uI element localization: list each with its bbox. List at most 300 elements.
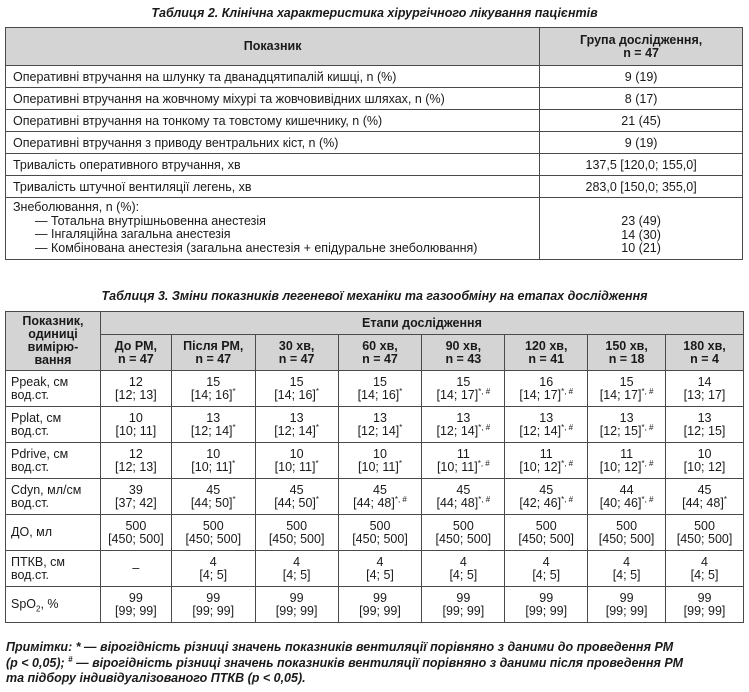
cell-median: 4 xyxy=(376,554,384,569)
table3-header-row-1 xyxy=(6,312,744,335)
significance-marker: * xyxy=(232,458,236,468)
cell-median: 4 xyxy=(542,554,550,569)
significance-marker: * xyxy=(232,494,236,504)
cell-range: [450; 500] xyxy=(108,531,164,546)
table-cell xyxy=(171,515,255,551)
row-label-part: SpO xyxy=(11,597,37,611)
cell-median: 13 xyxy=(539,410,554,425)
cell-median: 11 xyxy=(539,446,553,461)
cell-median: 13 xyxy=(619,410,634,425)
table-cell xyxy=(422,479,505,515)
table-cell xyxy=(422,515,505,551)
table-cell xyxy=(255,407,338,443)
table-cell xyxy=(588,587,666,623)
row-label: Оперативні втручання на тонкому та товстому кишечнику, n (%) xyxy=(6,110,540,132)
stage-n: n = 18 xyxy=(608,351,645,366)
cell-median: 10 xyxy=(697,446,712,461)
table-cell xyxy=(422,443,505,479)
cell-range-line xyxy=(505,569,587,582)
cell-median: 15 xyxy=(456,374,471,389)
stage-header xyxy=(255,335,338,371)
cell-range-line xyxy=(101,425,171,438)
significance-marker: *, # xyxy=(641,494,654,504)
table-cell xyxy=(588,371,666,407)
row-label-line xyxy=(11,597,100,614)
cell-range-line xyxy=(505,533,587,546)
table-cell xyxy=(255,443,338,479)
cell-median: 500 xyxy=(535,518,557,533)
table2-header-indicator: Показник xyxy=(6,28,540,66)
cell-range: [450; 500] xyxy=(598,531,655,546)
table-row xyxy=(6,176,743,198)
significance-marker: *, # xyxy=(561,494,574,504)
cell-range-line xyxy=(505,386,587,402)
row-label: Тривалість штучної вентиляції легень, хв xyxy=(6,176,540,198)
cell-median: 39 xyxy=(128,482,143,497)
cell-range-line xyxy=(505,605,587,618)
row-label-line: Pdrive, см xyxy=(11,446,69,461)
table-cell xyxy=(505,371,588,407)
row-label xyxy=(6,371,101,407)
significance-marker: *, # xyxy=(561,422,574,432)
table-cell xyxy=(100,587,171,623)
table3-header-indicator-line: вання xyxy=(34,353,72,367)
table2-header-row xyxy=(6,28,743,66)
stage-n: n = 47 xyxy=(195,351,232,366)
cell-median: 12 xyxy=(128,446,143,461)
stage-header xyxy=(100,335,171,371)
stage-header xyxy=(505,335,588,371)
significance-marker: *, # xyxy=(641,422,654,432)
cell-median: 45 xyxy=(456,482,471,497)
cell-range: [450; 500] xyxy=(676,531,733,546)
cell-range: [10; 12] xyxy=(519,459,562,474)
cell-range-line xyxy=(101,461,171,474)
cell-range-line xyxy=(588,422,665,438)
table-cell xyxy=(666,407,744,443)
table-cell xyxy=(505,443,588,479)
table-row xyxy=(6,88,743,110)
significance-marker: *, # xyxy=(394,494,407,504)
cell-range: [99; 99] xyxy=(359,603,401,618)
cell-range-line xyxy=(172,422,255,438)
cell-range: [14; 17] xyxy=(519,387,562,402)
stage-n: n = 47 xyxy=(362,351,398,366)
stage-name: До РМ, xyxy=(114,338,157,353)
cell-median: 45 xyxy=(206,482,221,497)
cell-range: [99; 99] xyxy=(605,603,648,618)
significance-marker: *, # xyxy=(478,422,491,432)
anesthesia-item-value: 23 (49) xyxy=(621,214,661,228)
cell-range-line xyxy=(505,458,587,474)
stage-header xyxy=(588,335,666,371)
row-label xyxy=(6,515,101,551)
row-value: 283,0 [150,0; 355,0] xyxy=(540,176,743,198)
row-label-line: вод.ст. xyxy=(11,387,50,402)
row-label-line: вод.ст. xyxy=(11,423,50,438)
table-cell xyxy=(171,407,255,443)
cell-range-line xyxy=(422,458,504,474)
cell-range: [99; 99] xyxy=(525,603,568,618)
table-cell xyxy=(666,515,744,551)
table2-caption: Таблиця 2. Клінічна характеристика хірургічного лікування пацієнтів xyxy=(151,6,598,20)
row-value: 21 (45) xyxy=(540,110,743,132)
table-cell xyxy=(255,371,338,407)
notes-line-2-start: (р < 0,05); xyxy=(6,655,69,670)
cell-range: [12; 14] xyxy=(519,423,562,438)
cell-range: [10; 11] xyxy=(436,459,478,474)
cell-range-line xyxy=(339,605,422,618)
anesthesia-title: Знеболювання, n (%): xyxy=(13,200,140,214)
table3-header-indicator-line: вимірю- xyxy=(27,340,79,354)
cell-range-line xyxy=(256,458,338,474)
table-cell xyxy=(100,443,171,479)
cell-median: 15 xyxy=(289,374,304,389)
cell-range: [4; 5] xyxy=(282,567,311,582)
table-cell xyxy=(666,371,744,407)
row-value: 137,5 [120,0; 155,0] xyxy=(540,154,743,176)
table-row xyxy=(6,110,743,132)
cell-median: 45 xyxy=(373,482,387,497)
cell-range-line xyxy=(256,494,338,510)
cell-median: 4 xyxy=(701,554,708,569)
stage-name: 180 хв, xyxy=(683,338,726,353)
table-row xyxy=(6,587,744,623)
significance-marker: * xyxy=(398,458,402,468)
significance-marker: *, # xyxy=(641,386,654,396)
cell-range-line xyxy=(588,458,665,474)
significance-marker: *, # xyxy=(641,458,654,468)
cell-range-line xyxy=(101,605,171,618)
anesthesia-values xyxy=(540,198,743,260)
stage-name: 120 хв, xyxy=(525,338,568,353)
cell-range-line xyxy=(666,389,743,402)
stage-header xyxy=(338,335,422,371)
cell-median: 15 xyxy=(206,374,221,389)
stage-n: n = 4 xyxy=(690,351,719,366)
significance-marker: *, # xyxy=(561,458,574,468)
cell-range: [450; 500] xyxy=(435,531,492,546)
cell-median: 13 xyxy=(206,410,221,425)
cell-median: 99 xyxy=(128,590,143,605)
table-cell xyxy=(171,371,255,407)
table-row xyxy=(6,551,744,587)
cell-range-line xyxy=(666,533,743,546)
cell-median: 500 xyxy=(369,518,391,533)
significance-marker: * xyxy=(315,422,320,432)
significance-marker: *, # xyxy=(478,386,491,396)
stage-name: 150 хв, xyxy=(605,338,648,353)
significance-marker: *, # xyxy=(477,458,490,468)
cell-range: [12; 14] xyxy=(436,423,479,438)
cell-median: 99 xyxy=(697,590,712,605)
notes-line-1: Примітки: * — вірогідність різниці значень показників вентиляції порівняно з даними до проведення РМ xyxy=(6,640,674,654)
cell-median: 4 xyxy=(623,554,631,569)
cell-range: [4; 5] xyxy=(690,567,719,582)
cell-range: [10; 11] xyxy=(115,423,157,438)
stage-name: 60 хв, xyxy=(362,338,398,353)
cell-median: 10 xyxy=(206,446,221,461)
cell-range: [450; 500] xyxy=(268,531,325,546)
table-cell xyxy=(255,515,338,551)
cell-range-line xyxy=(666,569,743,582)
table-row xyxy=(6,154,743,176)
row-label-line: вод.ст. xyxy=(11,459,50,474)
table-cell xyxy=(338,443,422,479)
row-value: 9 (19) xyxy=(540,132,743,154)
cell-range: [10; 12] xyxy=(599,459,642,474)
cell-range-line xyxy=(339,533,422,546)
cell-median: 99 xyxy=(619,590,634,605)
cell-range-line xyxy=(422,494,504,510)
row-label xyxy=(6,443,101,479)
cell-median: 500 xyxy=(286,518,308,533)
cell-median: 14 xyxy=(697,374,712,389)
cell-median: 10 xyxy=(373,446,387,461)
cell-median: 500 xyxy=(694,518,715,533)
cell-median: 15 xyxy=(373,374,387,389)
table-row xyxy=(6,407,744,443)
table-cell xyxy=(505,479,588,515)
cell-median: 15 xyxy=(619,374,634,389)
significance-marker: * xyxy=(315,386,320,396)
cell-range-line xyxy=(256,422,338,438)
cell-range-line xyxy=(172,386,255,402)
cell-range-line xyxy=(666,425,743,438)
cell-median: 4 xyxy=(293,554,301,569)
cell-range: [4; 5] xyxy=(199,567,228,582)
cell-median: 500 xyxy=(202,518,224,533)
cell-median: 4 xyxy=(459,554,467,569)
cell-median: 45 xyxy=(697,482,712,497)
table2-header-group-title: Група дослідження, xyxy=(579,32,703,47)
stage-name: Після РМ, xyxy=(183,338,244,353)
table3-lung-mechanics xyxy=(5,311,744,623)
row-label: Тривалість оперативного втручання, хв xyxy=(6,154,540,176)
cell-range-line xyxy=(588,494,665,510)
stage-name: 30 хв, xyxy=(278,338,315,353)
table-cell xyxy=(100,407,171,443)
cell-range: [450; 500] xyxy=(518,531,575,546)
cell-range-line xyxy=(101,533,171,546)
stage-header xyxy=(666,335,744,371)
cell-range: [12; 15] xyxy=(599,423,642,438)
cell-median: – xyxy=(132,561,140,575)
table3-header-row-2 xyxy=(6,335,744,371)
table-cell xyxy=(255,587,338,623)
row-label-part: , % xyxy=(40,597,59,611)
table-row-anesthesia xyxy=(6,198,743,260)
cell-range: [4; 5] xyxy=(612,567,641,582)
cell-range-line xyxy=(422,386,504,402)
table-cell xyxy=(338,407,422,443)
cell-range-line xyxy=(256,386,338,402)
significance-marker: * xyxy=(723,494,727,504)
anesthesia-item-value: 10 (21) xyxy=(621,241,661,255)
cell-range: [99; 99] xyxy=(275,603,318,618)
notes-line-3: та підбору індивідуалізованого ПТКВ (р < 0,05). xyxy=(6,671,306,685)
cell-range-line xyxy=(505,494,587,510)
anesthesia-item-label: — Комбінована анестезія (загальна анестезія + епідуральне знеболювання) xyxy=(35,240,478,255)
table-cell xyxy=(666,443,744,479)
table-cell xyxy=(100,515,171,551)
table-cell xyxy=(171,551,255,587)
table2-header-group xyxy=(540,28,743,66)
cell-median: 500 xyxy=(616,518,638,533)
cell-median: 16 xyxy=(539,374,554,389)
row-label-subscript: 2 xyxy=(36,604,41,614)
table-notes xyxy=(6,640,746,687)
cell-range: [4; 5] xyxy=(449,567,478,582)
cell-range-line xyxy=(588,533,665,546)
table-cell xyxy=(171,443,255,479)
stage-name: 90 хв, xyxy=(445,338,482,353)
anesthesia-item-label: — Інгаляційна загальна анестезія xyxy=(35,227,231,241)
cell-range-line xyxy=(101,389,171,402)
cell-range-line xyxy=(666,494,743,510)
significance-marker: * xyxy=(399,386,403,396)
cell-range: [14; 16] xyxy=(274,387,316,402)
row-label-line: ДО, мл xyxy=(11,525,53,539)
table3-header-indicator-line: Показник, xyxy=(22,314,84,328)
cell-range-line xyxy=(422,533,504,546)
stage-n: n = 43 xyxy=(445,351,482,366)
row-label xyxy=(6,587,101,623)
table-cell xyxy=(588,479,666,515)
cell-median: 99 xyxy=(289,590,304,605)
cell-range: [12; 14] xyxy=(274,423,316,438)
cell-range: [37; 42] xyxy=(115,495,157,510)
row-value: 8 (17) xyxy=(540,88,743,110)
row-label: Оперативні втручання на шлунку та дванадцятипалій кишці, n (%) xyxy=(6,66,540,88)
significance-marker: * xyxy=(232,422,236,432)
table-cell xyxy=(338,515,422,551)
cell-range: [450; 500] xyxy=(185,531,242,546)
row-label xyxy=(6,407,101,443)
cell-median: 45 xyxy=(289,482,304,497)
cell-range-line xyxy=(588,386,665,402)
cell-range-line xyxy=(172,569,255,582)
table-cell xyxy=(666,587,744,623)
cell-range: [14; 17] xyxy=(599,387,642,402)
cell-range-line xyxy=(588,569,665,582)
table-cell xyxy=(422,407,505,443)
cell-range: [4; 5] xyxy=(366,567,394,582)
table-cell xyxy=(338,587,422,623)
table-cell xyxy=(100,371,171,407)
cell-median: 4 xyxy=(209,554,217,569)
cell-range: [99; 99] xyxy=(683,603,726,618)
row-label-line: вод.ст. xyxy=(11,495,50,510)
cell-range: [14; 16] xyxy=(190,387,233,402)
row-label-line: вод.ст. xyxy=(11,567,50,582)
cell-median: 11 xyxy=(456,446,470,461)
table3-header-stages: Етапи дослідження xyxy=(100,312,743,335)
cell-range-line xyxy=(339,386,422,402)
table-cell xyxy=(422,587,505,623)
cell-range-line xyxy=(588,605,665,618)
cell-range-line xyxy=(422,422,504,438)
table-cell xyxy=(422,551,505,587)
notes-line-2 xyxy=(6,656,746,672)
row-label-line: Pplat, см xyxy=(11,410,62,425)
cell-median: 13 xyxy=(289,410,304,425)
table3-caption: Таблиця 3. Зміни показників легеневої механіки та газообміну на етапах дослідження xyxy=(101,289,648,303)
table-cell xyxy=(100,551,171,587)
significance-marker: * xyxy=(399,422,403,432)
cell-range: [44; 50] xyxy=(190,495,233,510)
cell-range: [10; 11] xyxy=(274,459,316,474)
row-label xyxy=(6,479,101,515)
cell-range: [12; 14] xyxy=(190,423,233,438)
cell-median: 13 xyxy=(456,410,471,425)
cell-range: [4; 5] xyxy=(532,567,561,582)
anesthesia-item-label: — Тотальна внутрішньовенна анестезія xyxy=(35,213,266,228)
cell-median: 13 xyxy=(373,410,387,425)
cell-range: [12; 13] xyxy=(115,387,157,402)
row-label-line: ПТКВ, см xyxy=(11,554,66,569)
cell-range-line xyxy=(339,422,422,438)
cell-median: 11 xyxy=(620,446,634,461)
table-cell xyxy=(338,371,422,407)
table-row xyxy=(6,132,743,154)
table-cell xyxy=(666,479,744,515)
table-cell xyxy=(422,371,505,407)
row-label: Оперативні втручання на жовчному міхурі та жовчовивідних шляхах, n (%) xyxy=(6,88,540,110)
table-cell xyxy=(588,551,666,587)
cell-range-line xyxy=(666,605,743,618)
table-cell xyxy=(338,551,422,587)
stage-header xyxy=(422,335,505,371)
cell-range: [450; 500] xyxy=(352,531,408,546)
cell-range: [12; 14] xyxy=(357,423,400,438)
table-row xyxy=(6,66,743,88)
cell-median: 12 xyxy=(128,374,143,389)
significance-marker: *, # xyxy=(478,494,491,504)
row-label xyxy=(6,551,101,587)
notes-line-2-end: — вірогідність різниці значень показників вентиляції порівняно з даними після проведення РМ xyxy=(72,655,684,670)
row-label: Оперативні втручання з приводу вентральних кіст, n (%) xyxy=(6,132,540,154)
cell-range: [99; 99] xyxy=(192,603,235,618)
table-cell xyxy=(100,479,171,515)
cell-range-line xyxy=(172,533,255,546)
table-cell xyxy=(588,443,666,479)
cell-range-line xyxy=(172,494,255,510)
cell-range-line xyxy=(422,569,504,582)
significance-marker: *, # xyxy=(561,386,574,396)
cell-range-line xyxy=(256,605,338,618)
table-row xyxy=(6,443,744,479)
table2-clinical-characteristics xyxy=(5,27,743,260)
table-cell xyxy=(505,515,588,551)
cell-range: [99; 99] xyxy=(115,603,157,618)
table-cell xyxy=(171,587,255,623)
cell-median: 10 xyxy=(128,410,143,425)
cell-range: [12; 15] xyxy=(683,423,726,438)
significance-marker: * xyxy=(315,494,320,504)
cell-median: 500 xyxy=(125,518,147,533)
cell-median: 44 xyxy=(619,482,634,497)
cell-range: [42; 46] xyxy=(519,495,562,510)
stage-header xyxy=(171,335,255,371)
hash-marker: # xyxy=(68,654,73,664)
stage-n: n = 41 xyxy=(528,351,565,366)
table-cell xyxy=(588,515,666,551)
stage-n: n = 47 xyxy=(278,351,315,366)
cell-range: [44; 48] xyxy=(353,495,395,510)
cell-range-line xyxy=(101,497,171,510)
cell-range: [40; 46] xyxy=(599,495,642,510)
